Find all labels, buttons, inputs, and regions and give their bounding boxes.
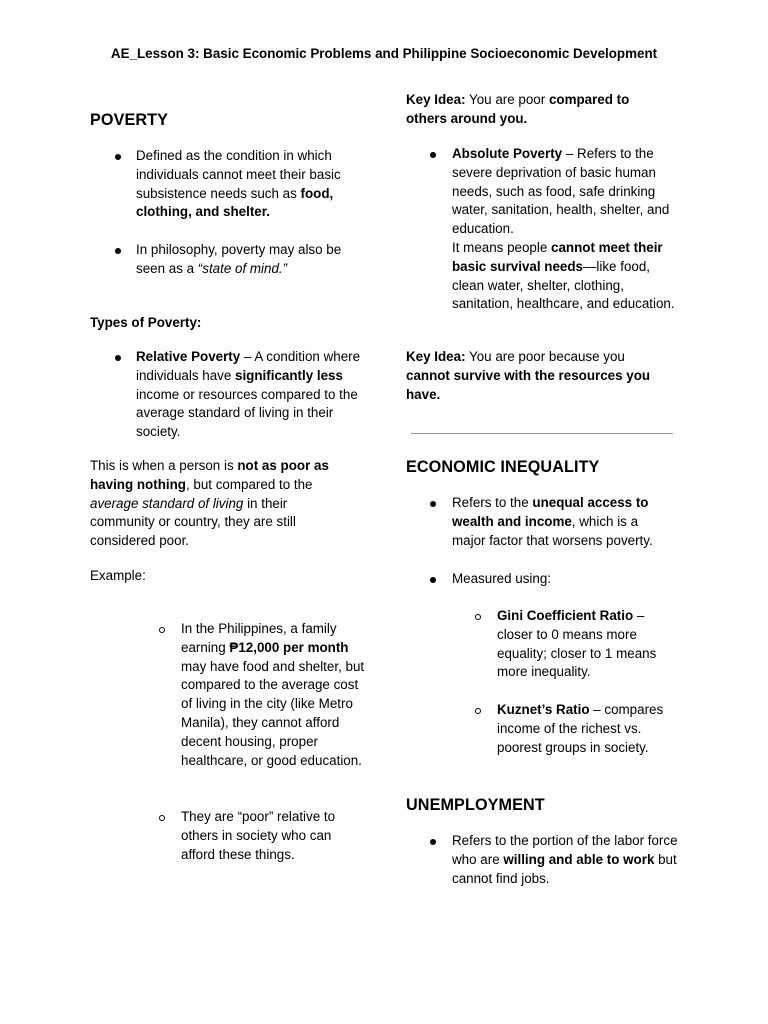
poverty-heading: POVERTY xyxy=(90,111,169,129)
poverty-philosophy: In philosophy, poverty may also be seen as a “state of mind.” xyxy=(136,242,342,276)
unemployment-definition: Refers to the portion of the labor force who are willing and able to work but cannot find jobs. xyxy=(452,833,678,886)
example-item-1: In the Philippines, a family earning ₱12,000 per month may have food and shelter, but compared to the average cost of living in the city (like Metro Manila), they cannot afford decent housing, proper healthcare, or good education. xyxy=(181,621,365,768)
circle-bullet-icon xyxy=(475,614,481,620)
kuznet-ratio-item: Kuznet’s Ratio – compares income of the richest vs. poorest groups in society. xyxy=(497,702,664,755)
gini-coefficient-item: Gini Coefficient Ratio – closer to 0 means more equality; closer to 1 means more inequality. xyxy=(497,608,657,680)
relative-poverty-paragraph: This is when a person is not as poor as having nothing, but compared to the average standard of living in their community or country, they are still considered poor. xyxy=(90,458,329,549)
bullet-icon xyxy=(430,152,436,158)
example-item-2: They are “poor” relative to others in society who can afford these things. xyxy=(181,809,336,862)
types-of-poverty-label: Types of Poverty: xyxy=(90,315,202,330)
circle-bullet-icon xyxy=(159,815,165,821)
key-idea-relative: Key Idea: You are poor compared to others around you. xyxy=(406,92,630,126)
inequality-definition: Refers to the unequal access to wealth and income, which is a major factor that worsens poverty. xyxy=(452,495,653,548)
poverty-definition: Defined as the condition in which individuals cannot meet their basic subsistence needs such as food, clothing, and shelter. xyxy=(136,148,341,220)
circle-bullet-icon xyxy=(159,627,165,633)
example-label: Example: xyxy=(90,568,146,583)
key-idea-absolute: Key Idea: You are poor because you cannot survive with the resources you have. xyxy=(406,349,651,402)
page-title: AE_Lesson 3: Basic Economic Problems and Philippine Socioeconomic Development xyxy=(110,46,658,61)
bullet-icon xyxy=(430,577,436,583)
absolute-poverty-item: Absolute Poverty – Refers to the severe deprivation of basic human needs, such as food, safe drinking water, sanitation, health, shelter, and education. It means people cannot meet their basic survival needs—like food, clean water, shelter, clothing, sanitation, healthcare, and education. xyxy=(452,146,675,312)
bullet-icon xyxy=(115,154,121,160)
section-divider xyxy=(411,433,673,434)
bullet-icon xyxy=(115,248,121,254)
circle-bullet-icon xyxy=(475,708,481,714)
unemployment-heading: UNEMPLOYMENT xyxy=(406,796,545,814)
bullet-icon xyxy=(430,839,436,845)
bullet-icon xyxy=(115,355,121,361)
economic-inequality-heading: ECONOMIC INEQUALITY xyxy=(406,458,600,476)
relative-poverty-item: Relative Poverty – A condition where individuals have significantly less income or resources compared to the average standard of living in their society. xyxy=(136,349,361,440)
measured-using-label: Measured using: xyxy=(452,571,551,586)
bullet-icon xyxy=(430,501,436,507)
